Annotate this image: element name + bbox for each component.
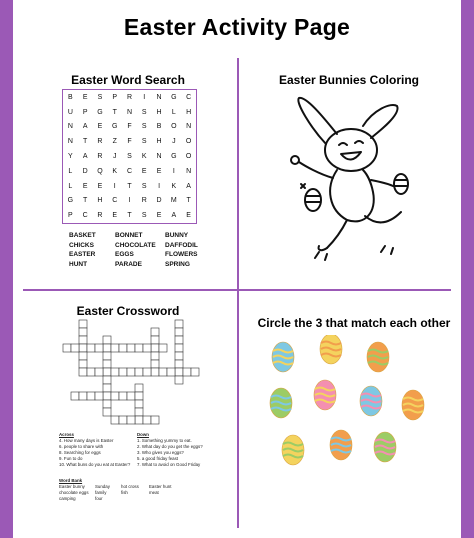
word-search-cell[interactable]: S: [141, 182, 147, 190]
word-search-cell[interactable]: T: [186, 197, 191, 205]
crossword-cell[interactable]: [111, 392, 119, 400]
crossword-cell[interactable]: [63, 344, 71, 352]
word-search-cell[interactable]: E: [141, 167, 147, 175]
clue-item: 4. How many days is Easter: [59, 438, 114, 443]
word-search-cell[interactable]: S: [141, 138, 147, 146]
easter-egg-icon[interactable]: [314, 380, 336, 410]
word-search-cell[interactable]: Y: [68, 152, 73, 160]
word-search-cell[interactable]: G: [171, 93, 177, 101]
word-search-cell[interactable]: T: [112, 108, 117, 116]
word-search-cell[interactable]: A: [82, 152, 88, 160]
crossword-cell[interactable]: [103, 360, 111, 368]
word-list-item: HUNT: [69, 260, 88, 268]
crossword-cell[interactable]: [103, 376, 111, 384]
easter-egg-icon[interactable]: [320, 335, 342, 364]
crossword-cell[interactable]: [151, 368, 159, 376]
word-search-cell[interactable]: H: [186, 108, 192, 116]
crossword-cell[interactable]: [183, 368, 191, 376]
word-search-cell[interactable]: O: [171, 123, 177, 131]
word-search-cell[interactable]: T: [83, 138, 88, 146]
crossword-cell[interactable]: [103, 384, 111, 392]
word-search-cell[interactable]: B: [68, 93, 73, 101]
word-list-item: EASTER: [69, 251, 96, 258]
word-search-cell[interactable]: H: [156, 108, 162, 116]
word-list-item: DAFFODIL: [165, 241, 198, 249]
word-search-cell[interactable]: T: [83, 197, 88, 205]
coloring-title: Easter Bunnies Coloring: [278, 73, 420, 87]
word-search-cell[interactable]: Q: [97, 167, 103, 175]
crossword-cell[interactable]: [175, 368, 183, 376]
word-search-cell[interactable]: G: [111, 123, 118, 131]
word-search-cell[interactable]: Z: [112, 138, 117, 146]
word-search-cell[interactable]: E: [112, 212, 118, 220]
clue-item: 9. Fun to do: [59, 456, 83, 461]
crossword-cell[interactable]: [143, 344, 151, 352]
crossword-cell[interactable]: [151, 360, 159, 368]
crossword-cell[interactable]: [111, 416, 119, 424]
word-bank-item: family: [95, 490, 107, 495]
word-search-title: Easter Word Search: [71, 73, 185, 87]
crossword-cell[interactable]: [87, 344, 95, 352]
word-search-cell[interactable]: R: [97, 212, 103, 220]
crossword-cell[interactable]: [119, 392, 127, 400]
crossword-cell[interactable]: [79, 336, 87, 344]
word-bank: [59, 478, 219, 502]
crossword-cell[interactable]: [151, 336, 159, 344]
word-search-cell[interactable]: J: [112, 152, 117, 160]
word-bank-item: fish: [121, 490, 128, 495]
crossword-title: Easter Crossword: [76, 304, 180, 318]
word-search-cell[interactable]: R: [97, 138, 103, 146]
word-list-item: BASKET: [69, 232, 96, 239]
word-search-cell[interactable]: F: [127, 123, 132, 131]
word-search-cell[interactable]: I: [158, 182, 161, 190]
word-search-cell[interactable]: R: [97, 152, 103, 160]
crossword-cell[interactable]: [79, 368, 87, 376]
activity-page: [13, 0, 461, 538]
word-bank-item: Easter hunt: [149, 484, 172, 489]
word-search-cell[interactable]: S: [127, 152, 132, 160]
easter-egg-icon[interactable]: [270, 388, 292, 418]
crossword-cell[interactable]: [159, 368, 167, 376]
bunny-coloring-image[interactable]: [281, 92, 421, 272]
word-bank-item: [149, 496, 181, 502]
crossword-cell[interactable]: [71, 344, 79, 352]
word-search-cell[interactable]: C: [126, 167, 133, 175]
word-search-cell[interactable]: R: [141, 197, 147, 205]
word-search-cell[interactable]: C: [112, 197, 118, 205]
word-list-item: CHOCOLATE: [115, 241, 156, 249]
easter-egg-icon[interactable]: [374, 432, 396, 462]
word-list-item: FLOWERS: [165, 251, 198, 258]
word-search-cell[interactable]: G: [171, 152, 177, 160]
crossword-cell[interactable]: [79, 352, 87, 360]
eggs-canvas[interactable]: [263, 335, 433, 495]
word-bank-heading: Word Bank: [59, 478, 83, 483]
clue-item: 5. a good friday feast: [137, 456, 179, 461]
word-search-cell[interactable]: S: [141, 123, 147, 131]
crossword-cell[interactable]: [103, 352, 111, 360]
word-search-cell[interactable]: N: [67, 123, 73, 131]
word-search-cell[interactable]: E: [97, 182, 103, 190]
word-bank-item: meat: [149, 490, 159, 495]
word-bank-item: hot cross: [121, 484, 139, 489]
word-search-cell[interactable]: E: [186, 212, 191, 220]
crossword-cell[interactable]: [175, 352, 183, 360]
crossword-cell[interactable]: [103, 368, 111, 376]
crossword-cell[interactable]: [119, 416, 127, 424]
crossword-cell[interactable]: [127, 368, 135, 376]
word-search-cell[interactable]: P: [68, 212, 73, 220]
word-search-cell[interactable]: L: [68, 182, 73, 190]
crossword-cell[interactable]: [191, 368, 199, 376]
crossword-cell[interactable]: [127, 392, 135, 400]
word-list-item: EGGS: [115, 251, 134, 258]
word-list-item: CHICKS: [69, 241, 94, 249]
word-search-cell[interactable]: O: [185, 138, 192, 146]
word-search-cell[interactable]: P: [82, 108, 88, 116]
crossword-cell[interactable]: [87, 368, 95, 376]
down-clues: [137, 432, 227, 468]
easter-egg-icon[interactable]: [282, 435, 304, 465]
crossword-cell[interactable]: [135, 344, 143, 352]
clue-item: 2. What day do you get the eggs?: [137, 444, 203, 449]
easter-egg-icon[interactable]: [402, 390, 424, 420]
crossword-cell[interactable]: [95, 344, 103, 352]
across-heading: Across: [59, 432, 74, 437]
clue-item: 3. Who gives you eggs?: [137, 450, 184, 455]
clue-item: 1. Something yummy to eat.: [137, 438, 192, 443]
word-search-cell[interactable]: U: [67, 108, 73, 116]
crossword-cell[interactable]: [159, 344, 167, 352]
crossword-cell[interactable]: [151, 328, 159, 336]
easter-egg-icon[interactable]: [272, 342, 294, 372]
clue-item: 7. What to avoid on Good Friday: [137, 462, 201, 467]
word-search-cell[interactable]: N: [126, 108, 133, 116]
word-list-item: BONNET: [115, 232, 143, 239]
clue-item: 8. Searching for eggs: [59, 450, 101, 455]
crossword-cell[interactable]: [175, 320, 183, 328]
crossword-cell[interactable]: [119, 368, 127, 376]
word-bank-item: chocolate eggs: [59, 490, 89, 495]
word-search-cell[interactable]: K: [112, 167, 118, 175]
easter-egg-icon[interactable]: [360, 386, 382, 416]
crossword-cell[interactable]: [79, 392, 87, 400]
word-search-cell[interactable]: L: [171, 108, 176, 116]
word-search-cell[interactable]: M: [170, 197, 177, 205]
word-search-cell[interactable]: G: [97, 108, 103, 116]
word-search-cell[interactable]: H: [97, 197, 103, 205]
word-list-item: SPRING: [165, 260, 190, 268]
crossword-cell[interactable]: [151, 352, 159, 360]
crossword-cell[interactable]: [103, 408, 111, 416]
word-search-cell[interactable]: E: [97, 123, 103, 131]
crossword-cell[interactable]: [71, 392, 79, 400]
crossword-cell[interactable]: [135, 408, 143, 416]
word-bank-item: [121, 496, 149, 502]
word-list-item: PARADE: [115, 260, 142, 268]
word-search-cell[interactable]: K: [171, 182, 177, 190]
word-search-cell[interactable]: C: [186, 93, 192, 101]
crossword-cell[interactable]: [167, 368, 175, 376]
crossword-cell[interactable]: [151, 416, 159, 424]
clue-item: 6. people to share with: [59, 444, 104, 449]
word-search-cell[interactable]: C: [82, 212, 88, 220]
word-search-cell[interactable]: F: [127, 138, 132, 146]
crossword-cell[interactable]: [135, 392, 143, 400]
word-search-cell[interactable]: S: [141, 212, 147, 220]
word-bank-item: camping: [59, 496, 76, 501]
word-search-cell[interactable]: D: [82, 167, 88, 175]
word-search-cell[interactable]: A: [82, 123, 88, 131]
word-search-cell[interactable]: D: [156, 197, 162, 205]
crossword-cell[interactable]: [175, 376, 183, 384]
word-search-cell[interactable]: E: [156, 212, 162, 220]
word-search-cell[interactable]: S: [141, 108, 147, 116]
word-search-cell[interactable]: S: [97, 93, 103, 101]
crossword-cell[interactable]: [103, 392, 111, 400]
word-search-cell[interactable]: I: [172, 167, 175, 175]
page-title: Easter Activity Page: [123, 14, 351, 40]
crossword-cell[interactable]: [135, 384, 143, 392]
crossword-cell[interactable]: [151, 344, 159, 352]
word-bank-item: Easter bunny: [59, 484, 85, 489]
egg-matching-area[interactable]: [263, 335, 433, 495]
crossword-grid[interactable]: [61, 318, 201, 428]
crossword-cell[interactable]: [111, 368, 119, 376]
word-bank-item: four: [95, 496, 103, 501]
word-search-cell[interactable]: G: [67, 197, 74, 205]
clue-item: 10. What buns do you eat at Easter?: [59, 462, 131, 467]
word-search-cell[interactable]: N: [156, 93, 162, 101]
crossword-cell[interactable]: [111, 344, 119, 352]
crossword-cell[interactable]: [119, 344, 127, 352]
crossword-cell[interactable]: [79, 360, 87, 368]
word-search-cell[interactable]: B: [156, 123, 162, 131]
word-search-cell[interactable]: E: [156, 167, 162, 175]
crossword-cell[interactable]: [79, 328, 87, 336]
crossword-cell[interactable]: [87, 392, 95, 400]
word-search-cell[interactable]: N: [186, 167, 192, 175]
crossword-cell[interactable]: [143, 416, 151, 424]
word-search-cell[interactable]: T: [127, 182, 132, 190]
crossword-cells[interactable]: [61, 318, 201, 428]
word-search-cell[interactable]: A: [186, 182, 191, 190]
crossword-cell[interactable]: [175, 344, 183, 352]
down-heading: Down: [137, 432, 149, 437]
word-bank-item: Sunday: [95, 484, 110, 489]
crossword-cell[interactable]: [79, 344, 87, 352]
word-search-cell[interactable]: E: [82, 93, 88, 101]
word-search-cell[interactable]: H: [156, 138, 162, 146]
word-search-cell[interactable]: L: [68, 167, 73, 175]
crossword-cell[interactable]: [135, 400, 143, 408]
crossword-cell[interactable]: [135, 368, 143, 376]
word-list-item: BUNNY: [165, 232, 189, 239]
crossword-cell[interactable]: [79, 320, 87, 328]
crossword-cell[interactable]: [95, 392, 103, 400]
crossword-cell[interactable]: [175, 360, 183, 368]
word-search-cell[interactable]: E: [82, 182, 88, 190]
divider-vertical: [237, 58, 239, 528]
crossword-cell[interactable]: [175, 328, 183, 336]
bunny-outline-icon: [281, 92, 421, 272]
crossword-cell[interactable]: [103, 400, 111, 408]
word-search-cell[interactable]: N: [186, 123, 192, 131]
crossword-cell[interactable]: [175, 336, 183, 344]
word-search-cell[interactable]: J: [172, 138, 176, 146]
crossword-cell[interactable]: [127, 416, 135, 424]
crossword-cell[interactable]: [143, 368, 151, 376]
word-search-cell[interactable]: I: [143, 93, 146, 101]
word-search-cell[interactable]: N: [67, 138, 73, 146]
word-search-cell[interactable]: T: [127, 212, 132, 220]
across-clues: [59, 432, 139, 468]
word-search-cell[interactable]: I: [113, 182, 116, 190]
crossword-cell[interactable]: [127, 344, 135, 352]
crossword-cell[interactable]: [95, 368, 103, 376]
easter-egg-icon[interactable]: [367, 342, 389, 372]
word-search-cell[interactable]: A: [171, 212, 177, 220]
word-search-cell[interactable]: I: [128, 197, 131, 205]
word-search-cell[interactable]: K: [141, 152, 147, 160]
match-title: Circle the 3 that match each other: [257, 316, 451, 330]
word-search-cell[interactable]: P: [112, 93, 118, 101]
word-search-grid[interactable]: [62, 89, 197, 224]
crossword-cell[interactable]: [103, 344, 111, 352]
word-search-cell[interactable]: N: [156, 152, 162, 160]
easter-egg-icon[interactable]: [330, 430, 352, 460]
word-search-cell[interactable]: R: [126, 93, 133, 101]
crossword-cell[interactable]: [103, 336, 111, 344]
word-search-cell[interactable]: O: [185, 152, 192, 160]
crossword-cell[interactable]: [135, 416, 143, 424]
word-search-word-list: [69, 232, 239, 269]
